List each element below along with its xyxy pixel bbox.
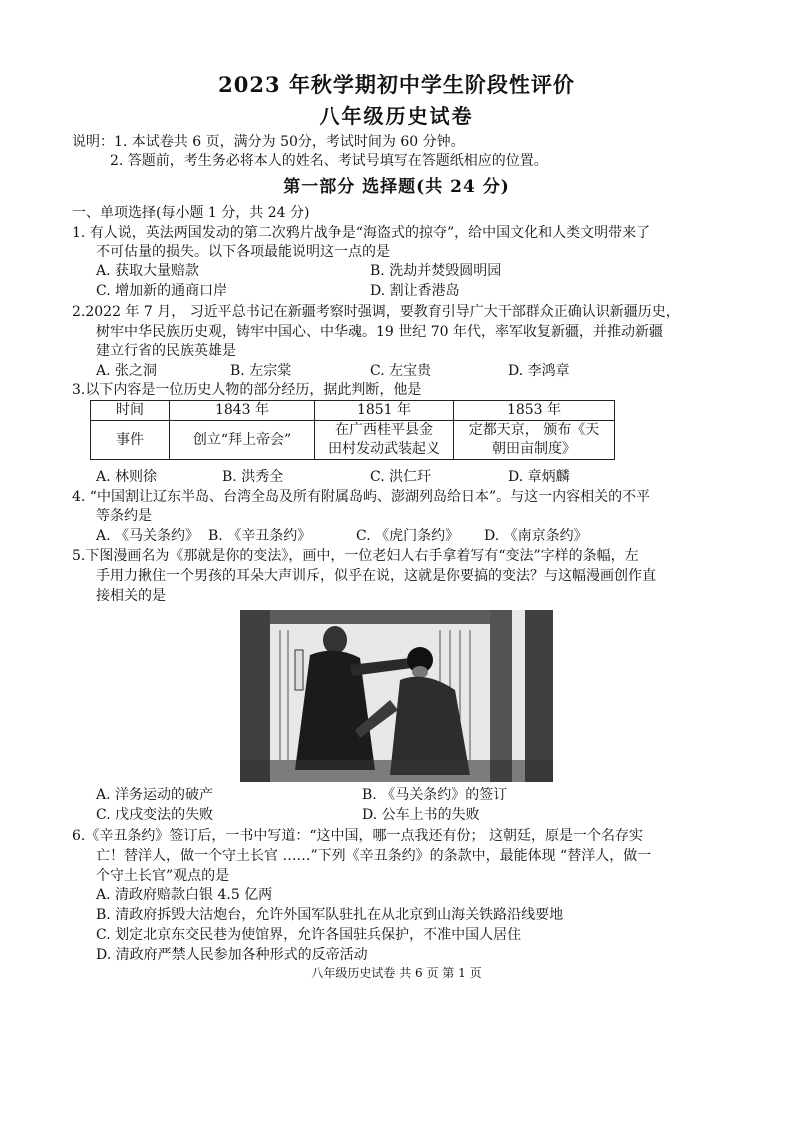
question-6-option-c[interactable]: C. 划定北京东交民巷为使馆界，允许各国驻兵保护，不准中国人居住 [96, 927, 522, 943]
table-header-1851: 1851 年 [315, 401, 454, 421]
question-6-option-a[interactable]: A. 清政府赔款白银 4.5 亿两 [96, 887, 273, 903]
question-3-option-d[interactable]: D. 章炳麟 [508, 469, 570, 485]
question-5-stem: 5.下图漫画名为《那就是你的变法》，画中，一位老妇人右手拿着写有“变法”字样的条幅，左 [72, 548, 639, 564]
question-6-stem: 6.《辛丑条约》签订后，一书中写道：“这中国，哪一点我还有份； 这朝廷，原是一个名存实 [72, 828, 643, 844]
question-3-table [90, 400, 615, 460]
question-6-stem-cont2: 个守土长官”观点的是 [96, 868, 230, 884]
question-1-stem: 1. 有人说，英法两国发动的第二次鸦片战争是“海盗式的掠夺”，给中国文化和人类文明带来了 [72, 225, 651, 241]
question-6-option-b[interactable]: B. 清政府拆毁大沽炮台，允许外国军队驻扎在从北京到山海关铁路沿线要地 [96, 907, 564, 923]
table-cell-1851-event [315, 421, 454, 460]
question-4-option-d[interactable]: D. 《南京条约》 [484, 528, 588, 544]
question-5-option-c[interactable]: C. 戊戌变法的失败 [96, 807, 214, 823]
question-1-option-d[interactable]: D. 割让香港岛 [370, 283, 460, 299]
page-footer: 八年级历史试卷 共 6 页 第 1 页 [311, 966, 482, 980]
question-5-stem-cont: 手用力揪住一个男孩的耳朵大声训斥，似乎在说，这就是你要搞的变法？与这幅漫画创作直 [96, 568, 656, 584]
question-4-option-c[interactable]: C. 《虎门条约》 [356, 528, 460, 544]
question-1-stem-cont: 不可估量的损失。以下各项最能说明这一点的是 [96, 244, 390, 260]
table-row-label-event: 事件 [91, 421, 170, 460]
exam-subtitle: 八年级历史试卷 [319, 104, 474, 128]
table-cell-1843-event: 创立“拜上帝会” [170, 421, 315, 460]
instruction-2: 2. 答题前，考生务必将本人的姓名、考试号填写在答题纸相应的位置。 [110, 153, 548, 169]
question-5-option-d[interactable]: D. 公车上书的失败 [362, 807, 480, 823]
question-4-option-b[interactable]: B. 《辛丑条约》 [208, 528, 312, 544]
question-3-stem: 3.以下内容是一位历史人物的部分经历，据此判断，他是 [72, 382, 422, 398]
question-2-option-d[interactable]: D. 李鸿章 [508, 363, 570, 379]
exam-title: 2023 年秋学期初中学生阶段性评价 [218, 72, 575, 97]
table-cell-1851-line1: 在广西桂平县金 [335, 422, 433, 438]
cartoon-illustration [240, 610, 553, 782]
question-5-option-a[interactable]: A. 洋务运动的破产 [96, 787, 214, 803]
question-4-option-a[interactable]: A. 《马关条约》 [96, 528, 200, 544]
question-3-option-b[interactable]: B. 洪秀全 [222, 469, 284, 485]
table-cell-1853-event [454, 421, 615, 460]
table-cell-1851-line2: 田村发动武装起义 [328, 441, 440, 457]
table-cell-1853-line1: 定都天京， 颁布《天 [468, 422, 600, 438]
question-3-option-a[interactable]: A. 林则徐 [96, 469, 158, 485]
question-2-option-a[interactable]: A. 张之洞 [96, 363, 158, 379]
question-5-stem-cont2: 接相关的是 [96, 588, 166, 604]
question-6-stem-cont: 亡！替洋人，做一个守土长官 ……”下列《辛丑条约》的条款中，最能体现 “替洋人，做一 [96, 848, 652, 864]
question-1-option-c[interactable]: C. 增加新的通商口岸 [96, 283, 228, 299]
table-header-1843: 1843 年 [170, 401, 315, 421]
table-header-1853: 1853 年 [454, 401, 615, 421]
question-4-stem: 4. “中国割让辽东半岛、台湾全岛及所有附属岛屿、澎湖列岛给日本”。与这一内容相关的不平 [72, 489, 651, 505]
question-1-option-a[interactable]: A. 获取大量赔款 [96, 263, 200, 279]
table-header-time: 时间 [91, 401, 170, 421]
cartoon-floor [240, 760, 553, 782]
part-title: 第一部分 选择题(共 24 分) [283, 177, 510, 197]
question-6-option-d[interactable]: D. 清政府严禁人民参加各种形式的反帝活动 [96, 947, 368, 963]
table-cell-1853-line2: 朝田亩制度》 [492, 441, 576, 457]
question-2-stem-cont: 树牢中华民族历史观，铸牢中国心、中华魂。19 世纪 70 年代，率军收复新疆，并推动新疆 [96, 324, 663, 340]
question-4-stem-cont: 等条约是 [96, 508, 152, 524]
question-2-stem: 2.2022 年 7 月， 习近平总书记在新疆考察时强调，要教育引导广大干部群众正确认识新疆历史， [72, 304, 680, 320]
question-1-option-b[interactable]: B. 洗劫并焚毁圆明园 [370, 263, 502, 279]
instruction-1: 说明：1. 本试卷共 6 页，满分为 50分，考试时间为 60 分钟。 [72, 134, 465, 150]
question-2-stem-cont2: 建立行省的民族英雄是 [96, 343, 236, 359]
question-2-option-c[interactable]: C. 左宝贵 [370, 363, 432, 379]
question-3-option-c[interactable]: C. 洪仁玕 [370, 469, 432, 485]
section-heading: 一、单项选择(每小题 1 分，共 24 分) [72, 205, 310, 221]
question-5-option-b[interactable]: B. 《马关条约》的签订 [362, 787, 508, 803]
question-2-option-b[interactable]: B. 左宗棠 [230, 363, 292, 379]
